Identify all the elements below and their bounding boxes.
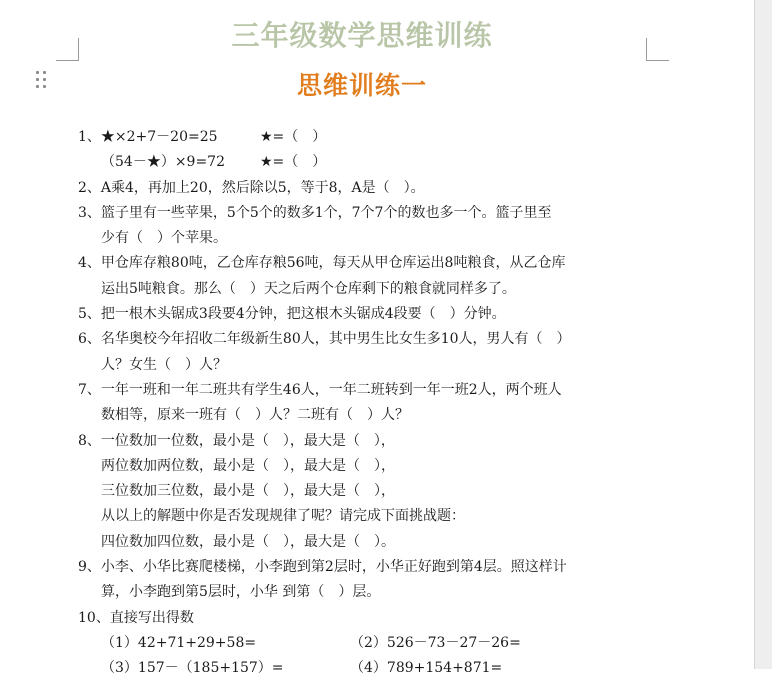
question-8-line-2: 两位数加两位数，最小是（ ），最大是（ ），: [101, 457, 395, 474]
question-9-line-2: 算，小李跑到第5层时，小华 到第（ ）层。: [101, 584, 381, 601]
question-8-line-4: 从以上的解题中你是否发现规律了呢？请完成下面挑战题：: [101, 508, 465, 525]
question-5: 5、把一根木头锯成3段要4分钟，把这根木头锯成4段要（ ）分钟。: [78, 306, 506, 323]
question-1-line-2: （54－★）×9=72 ★=（ ）: [101, 154, 327, 171]
question-1-line-1: 1、★×2+7－20=25 ★=（ ）: [78, 129, 327, 145]
question-4-line-1: 4、甲仓库存粮80吨，乙仓库存粮56吨，每天从甲仓库运出8吨粮食，从乙仓库: [78, 255, 566, 272]
section-title: 思维训练一: [296, 71, 427, 100]
question-7-line-2: 数相等，原来一班有（ ）人？二班有（ ）人？: [101, 407, 409, 424]
question-8-line-3: 三位数加三位数，最小是（ ），最大是（ ），: [101, 483, 395, 500]
calc-item-3: （3）157－（185+157）=: [101, 660, 284, 677]
calc-item-1: （1）42+71+29+58=: [101, 634, 257, 651]
calc-item-4: （4）789+154+871=: [350, 660, 503, 677]
question-4-line-2: 运出5吨粮食。那么（ ）天之后两个仓库剩下的粮食就同样多了。: [101, 280, 516, 297]
question-9-line-1: 9、小李、小华比赛爬楼梯，小李跑到第2层时，小华正好跑到第4层。照这样计: [78, 559, 567, 576]
page-right-edge: [754, 0, 772, 669]
question-3-line-2: 少有（ ）个苹果。: [101, 230, 227, 247]
question-6-line-1: 6、名华奥校今年招收二年级新生80人，其中男生比女生多10人，男人有（ ）: [78, 331, 571, 348]
question-6-line-2: 人？女生（ ）人？: [101, 356, 227, 373]
question-8-line-5: 四位数加四位数，最小是（ ），最大是（ ）。: [101, 533, 395, 550]
question-8-line-1: 8、一位数加一位数，最小是（ ），最大是（ ），: [78, 432, 395, 449]
question-list: [78, 125, 658, 682]
question-3-line-1: 3、篮子里有一些苹果，5个5个的数多1个，7个7个的数也多一个。篮子里至: [78, 204, 552, 221]
question-7-line-1: 7、一年一班和一年二班共有学生46人，一年二班转到一年一班2人，两个班人: [78, 381, 562, 398]
page-header-title: 三年级数学思维训练: [231, 19, 493, 52]
question-10: 10、直接写出得数: [78, 609, 194, 626]
calc-item-2: （2）526－73－27－26=: [350, 634, 521, 651]
question-10-row-1: [78, 631, 658, 656]
question-2: 2、A乘4，再加上20，然后除以5，等于8，A是（ ）。: [78, 179, 425, 196]
